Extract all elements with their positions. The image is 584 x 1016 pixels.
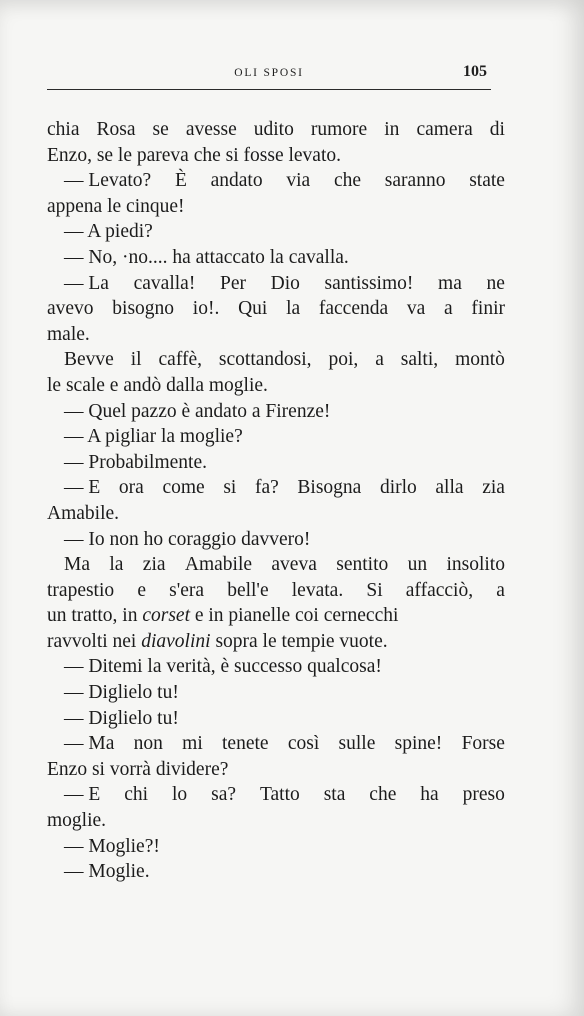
text-line: le scale e andò dalla moglie. <box>47 374 268 396</box>
text-line <box>47 296 505 322</box>
word: io!. <box>192 298 220 320</box>
word: preso <box>462 784 505 806</box>
text-line: moglie. <box>47 810 107 832</box>
text-line: — Moglie?! <box>64 835 160 857</box>
word: lo <box>172 784 188 806</box>
word: zia <box>142 554 166 576</box>
text-line: — Probabilmente. <box>64 451 207 473</box>
word: trapestio <box>47 579 115 601</box>
word: — La <box>64 272 109 294</box>
word: insolito <box>446 554 505 576</box>
word: chia <box>47 119 80 140</box>
word: — E <box>64 784 101 806</box>
word: Si <box>366 579 383 601</box>
word: cavalla! <box>133 272 196 294</box>
word: ha <box>420 784 439 806</box>
word: in <box>384 119 400 140</box>
word: ora <box>118 477 144 499</box>
text-line <box>47 578 505 604</box>
word: la <box>286 298 301 320</box>
text-line <box>47 782 505 808</box>
word: salti, <box>400 349 439 371</box>
word: così <box>287 733 320 755</box>
page-number: 105 <box>463 63 487 80</box>
word: Qui <box>238 298 268 320</box>
text-line: Amabile. <box>47 502 120 524</box>
text-line <box>47 603 505 629</box>
text-span: sopra le tempie vuote. <box>210 630 388 652</box>
word: bell'e <box>227 579 269 601</box>
word: Per <box>219 272 246 294</box>
text-line: — Diglielo tu! <box>64 707 179 729</box>
text-line: — No, ·no.... ha attaccato la cavalla. <box>64 246 349 268</box>
text-line <box>47 552 505 578</box>
word: ne <box>486 272 505 294</box>
word: chi <box>124 784 149 806</box>
word: camera <box>416 119 473 140</box>
text-line <box>47 347 505 373</box>
word: sta <box>323 784 346 806</box>
word: Amabile <box>184 554 253 576</box>
text-line <box>47 117 505 143</box>
word: a <box>375 349 384 371</box>
italic-word: diavolini <box>141 630 211 652</box>
word: come <box>162 477 205 499</box>
word: un <box>407 554 428 576</box>
word: faccenda <box>318 298 389 320</box>
word: avevo <box>47 298 94 320</box>
word: saranno <box>384 170 446 192</box>
word: la <box>109 554 124 576</box>
running-head <box>47 63 491 90</box>
text-line: appena le cinque! <box>47 195 185 217</box>
word: Rosa <box>96 119 136 140</box>
word: il <box>130 349 142 371</box>
word: fa? <box>254 477 279 499</box>
word: rumore <box>310 119 368 140</box>
text-line <box>47 168 505 194</box>
text-line: Enzo, se le pareva che si fosse levato. <box>47 144 342 166</box>
word: È <box>174 170 187 192</box>
word: state <box>469 170 505 192</box>
text-line: — A pigliar la moglie? <box>64 426 243 448</box>
word: zia <box>482 477 505 499</box>
word: si <box>223 477 237 499</box>
word: tenete <box>222 733 269 755</box>
body-text <box>47 117 505 885</box>
text-line: male. <box>47 323 90 345</box>
word: — Levato? <box>64 170 152 192</box>
word: — Ma <box>64 733 115 755</box>
word: alla <box>435 477 464 499</box>
text-line: — A piedi? <box>64 221 153 243</box>
text-span: un tratto, in <box>47 605 143 627</box>
word: affacciò, <box>405 579 474 601</box>
word: sa? <box>211 784 237 806</box>
text-line <box>47 475 505 501</box>
word: andato <box>210 170 263 192</box>
text-span: e in pianelle coi cernecchi <box>189 605 399 627</box>
word: non <box>133 733 163 755</box>
word: sulle <box>338 733 376 755</box>
word: che <box>369 784 397 806</box>
word: dirlo <box>379 477 417 499</box>
word: udito <box>253 119 294 140</box>
word: — E <box>64 477 101 499</box>
word: di <box>489 119 505 140</box>
text-line: — Diglielo tu! <box>64 682 179 704</box>
text-line: — Io non ho coraggio davvero! <box>64 528 311 550</box>
word: finir <box>471 298 505 320</box>
word: sentito <box>336 554 389 576</box>
word: spine! <box>394 733 443 755</box>
italic-word: corset <box>142 605 190 627</box>
text-line <box>47 629 505 655</box>
word: montò <box>455 349 505 371</box>
word: Forse <box>461 733 505 755</box>
word: ma <box>438 272 462 294</box>
text-line <box>47 731 505 757</box>
word: bisogno <box>112 298 175 320</box>
word: che <box>333 170 362 192</box>
word: caffè, <box>158 349 202 371</box>
word: Tatto <box>259 784 300 806</box>
word: poi, <box>328 349 359 371</box>
word: levata. <box>291 579 344 601</box>
word: mi <box>182 733 203 755</box>
word: Bevve <box>64 349 114 371</box>
word: Dio <box>270 272 300 294</box>
word: va <box>406 298 426 320</box>
word: Ma <box>64 554 90 576</box>
text-span: ravvolti nei <box>47 630 142 652</box>
word: aveva <box>271 554 317 576</box>
word: Bisogna <box>297 477 362 499</box>
text-line: — Moglie. <box>64 861 150 883</box>
word: se <box>152 119 169 140</box>
word: a <box>496 579 505 601</box>
word: scottandosi, <box>218 349 312 371</box>
running-title: OLI SPOSI <box>234 67 304 79</box>
word: a <box>444 298 453 320</box>
word: avesse <box>185 119 237 140</box>
text-line: — Ditemi la verità, è successo qualcosa! <box>64 656 382 678</box>
word: via <box>286 170 311 192</box>
text-line <box>47 271 505 297</box>
word: s'era <box>169 579 205 601</box>
word: e <box>137 579 146 601</box>
text-line: Enzo si vorrà dividere? <box>47 758 229 780</box>
word: santissimo! <box>324 272 414 294</box>
text-line: — Quel pazzo è andato a Firenze! <box>64 400 331 422</box>
